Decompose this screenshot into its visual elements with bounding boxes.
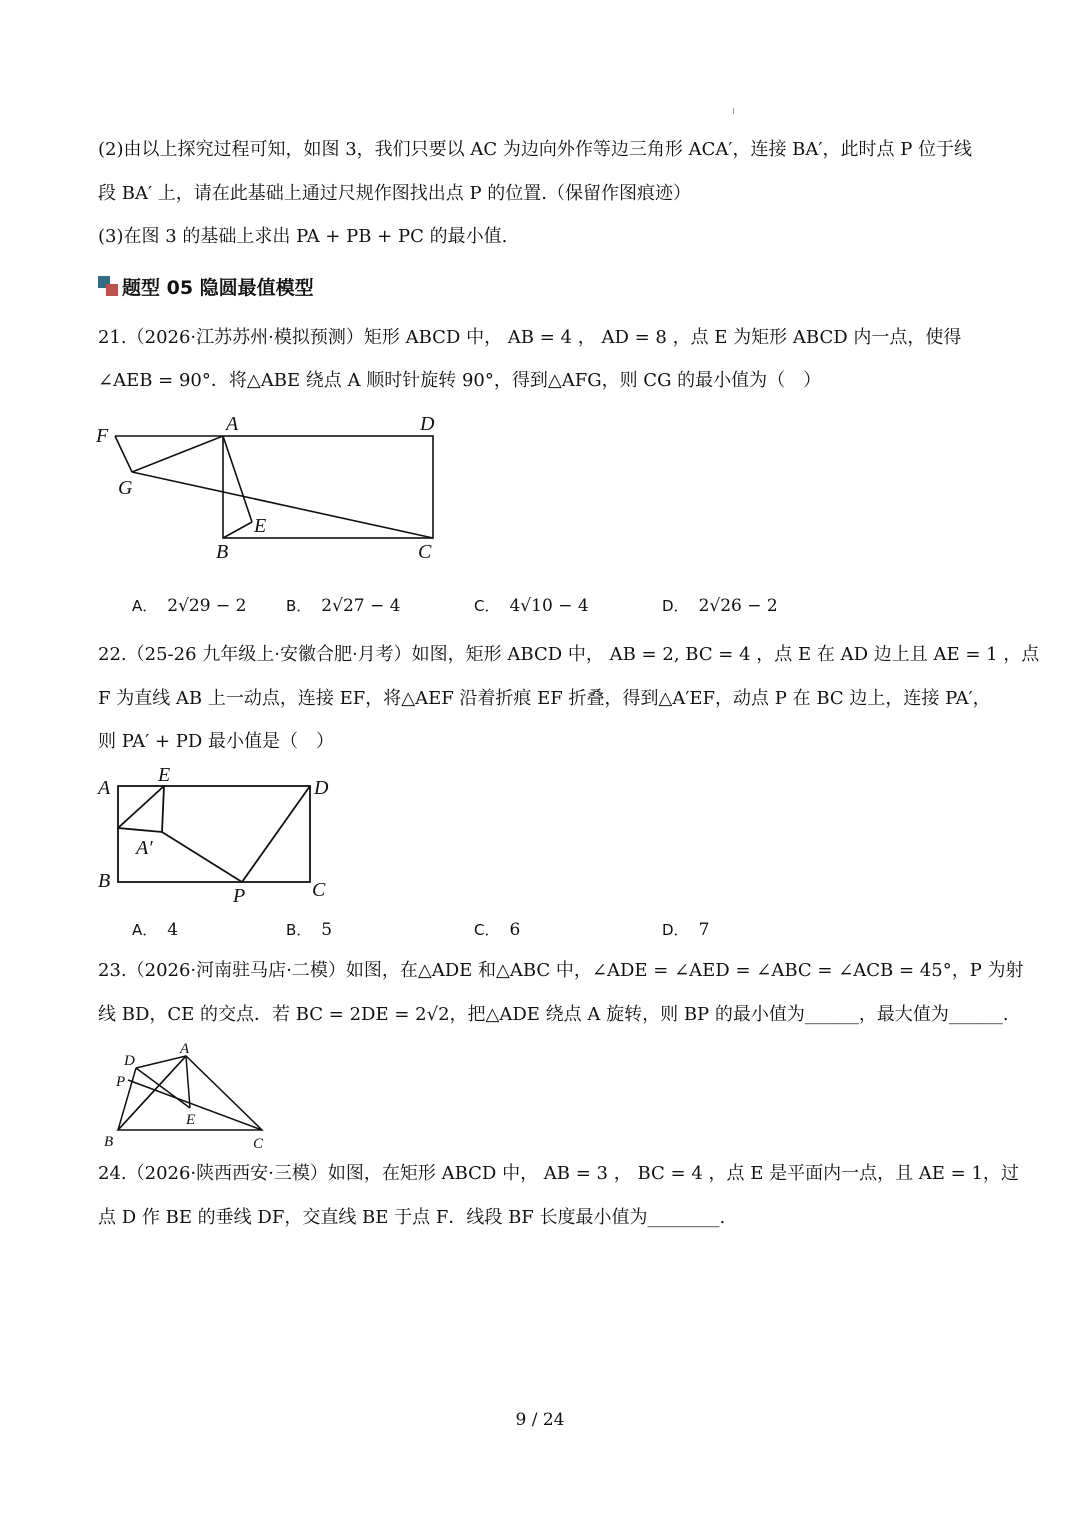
- segment-ae: [223, 436, 252, 522]
- label-a: A: [98, 777, 111, 799]
- label-a: A: [180, 1041, 190, 1057]
- q22-text: 则 PA′ + PD 最小值是（ ）: [98, 731, 335, 752]
- option-key: C．: [474, 921, 500, 939]
- label-f: F: [96, 425, 109, 447]
- q22-text: F 为直线 AB 上一动点，连接 EF，将△AEF 沿着折痕 EF 折叠，得到△A′EF，动点 P 在 BC 边上，连接 PA′，: [98, 688, 991, 709]
- label-b: B: [104, 1134, 114, 1150]
- label-b: B: [98, 870, 111, 892]
- option-key: D．: [662, 921, 689, 939]
- option-key: A．: [132, 921, 158, 939]
- label-a: A: [226, 413, 239, 435]
- option-text: 6: [509, 920, 521, 940]
- option-text: 2√26 − 2: [698, 596, 778, 616]
- option-text: 5: [321, 920, 333, 940]
- label-c: C: [253, 1136, 264, 1152]
- text-line: (3)在图 3 的基础上求出 PA + PB + PC 的最小值.: [98, 226, 508, 247]
- label-a-prime: A′: [136, 837, 153, 859]
- label-e: E: [186, 1112, 196, 1128]
- option-text: 4√10 − 4: [509, 596, 589, 616]
- option-key: B．: [286, 597, 312, 615]
- option-d[interactable]: [662, 592, 778, 620]
- option-text: 7: [698, 920, 710, 940]
- label-e: E: [158, 764, 171, 786]
- label-b: B: [216, 541, 229, 563]
- segment-a1p: [162, 832, 242, 882]
- option-c[interactable]: [474, 916, 520, 944]
- label-p: P: [116, 1074, 126, 1090]
- q23-figure: [98, 1038, 278, 1154]
- segment-ef: [118, 786, 164, 828]
- label-d: D: [314, 777, 329, 799]
- page-number: 9 / 24: [515, 1410, 565, 1430]
- segment-ae: [186, 1056, 190, 1108]
- option-b[interactable]: [286, 592, 400, 620]
- q24-text: 点 D 作 BE 的垂线 DF，交直线 BE 于点 F．线段 BF 长度最小值为________.: [98, 1207, 726, 1228]
- label-p: P: [233, 885, 246, 907]
- segment-fa1: [118, 828, 162, 832]
- option-b[interactable]: [286, 916, 332, 944]
- section-heading: [98, 274, 314, 302]
- q24-text: 24.（2026·陕西西安·三模）如图，在矩形 ABCD 中， AB = 3 ， BC = 4 ，点 E 是平面内一点，且 AE = 1，过: [98, 1163, 1019, 1184]
- segment-ea1: [162, 786, 164, 832]
- option-key: D．: [662, 597, 689, 615]
- text-line: 段 BA′ 上，请在此基础上通过尺规作图找出点 P 的位置.（保留作图痕迹）: [98, 183, 692, 204]
- option-a[interactable]: [132, 916, 178, 944]
- option-d[interactable]: [662, 916, 709, 944]
- segment-be: [223, 522, 252, 538]
- q22-figure: [92, 762, 342, 912]
- scan-speck: [733, 108, 734, 114]
- label-c: C: [418, 541, 432, 563]
- q23-text: 线 BD，CE 的交点．若 BC = 2DE = 2√2，把△ADE 绕点 A 旋转，则 BP 的最小值为______，最大值为______.: [98, 1004, 1009, 1025]
- label-g: G: [118, 477, 133, 499]
- q22-options: [132, 916, 932, 944]
- q21-figure: [90, 408, 450, 568]
- option-a[interactable]: [132, 592, 246, 620]
- label-d: D: [420, 413, 435, 435]
- segment-pd: [242, 786, 310, 882]
- option-text: 2√27 − 4: [321, 596, 401, 616]
- option-c[interactable]: [474, 592, 589, 620]
- segment-da: [136, 1056, 186, 1068]
- section-marker-icon: [106, 284, 118, 296]
- q23-text: 23.（2026·河南驻马店·二模）如图，在△ADE 和△ABC 中，∠ADE = ∠AED = ∠ABC = ∠ACB = 45°，P 为射: [98, 960, 1024, 981]
- option-text: 2√29 − 2: [167, 596, 247, 616]
- segment-gc: [132, 472, 433, 538]
- option-key: A．: [132, 597, 158, 615]
- q21-text: ∠AEB = 90°．将△ABE 绕点 A 顺时针旋转 90°，得到△AFG，则 CG 的最小值为（ ）: [98, 370, 822, 391]
- option-text: 4: [167, 920, 179, 940]
- segment-ga: [132, 436, 223, 472]
- label-d: D: [124, 1053, 135, 1069]
- label-c: C: [312, 879, 326, 901]
- label-e: E: [254, 515, 267, 537]
- option-key: C．: [474, 597, 500, 615]
- section-title: 题型 05 隐圆最值模型: [122, 277, 314, 299]
- option-key: B．: [286, 921, 312, 939]
- rect-abcd: [118, 786, 310, 882]
- segment-fg: [115, 436, 132, 472]
- q21-text: 21.（2026·江苏苏州·模拟预测）矩形 ABCD 中， AB = 4 ， AD = 8 ，点 E 为矩形 ABCD 内一点，使得: [98, 327, 962, 348]
- text-line: (2)由以上探究过程可知，如图 3，我们只要以 AC 为边向外作等边三角形 ACA′，连接 BA′，此时点 P 位于线: [98, 139, 973, 160]
- q21-options: [132, 592, 932, 620]
- q22-text: 22.（25-26 九年级上·安徽合肥·月考）如图，矩形 ABCD 中， AB = 2, BC = 4 ，点 E 在 AD 边上且 AE = 1 ，点: [98, 644, 1040, 665]
